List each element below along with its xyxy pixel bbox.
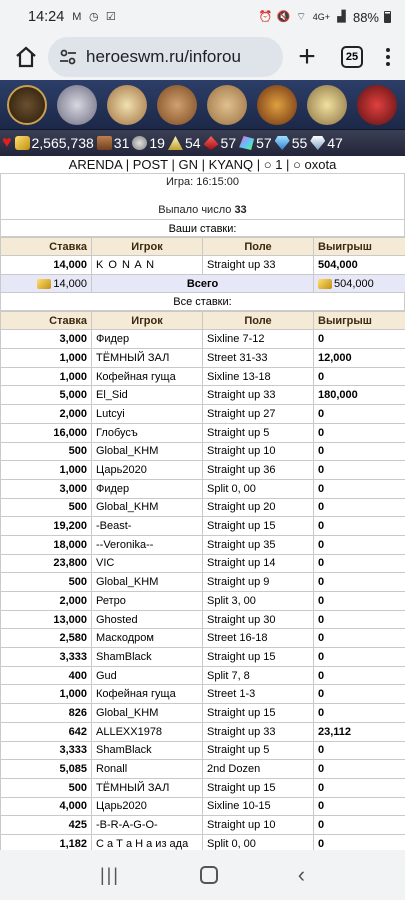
bet-stake: 500	[1, 778, 92, 797]
battle-icon[interactable]	[252, 81, 302, 129]
total-stake-cell: 14,000	[1, 274, 92, 293]
header-player: Игрок	[92, 312, 203, 330]
game-result: Выпало число 33	[158, 204, 247, 216]
bet-win: 23,112	[314, 722, 405, 741]
all-bets-body	[1, 330, 405, 853]
bet-player[interactable]: Lutcyi	[92, 405, 203, 424]
bet-win: 0	[314, 405, 405, 424]
bet-player[interactable]: Глобусъ	[92, 423, 203, 442]
bet-field: Straight up 33	[203, 256, 314, 275]
bet-stake: 19,200	[1, 517, 92, 536]
table-row	[1, 423, 405, 442]
table-row	[1, 573, 405, 592]
bet-stake: 13,000	[1, 610, 92, 629]
bet-stake: 2,580	[1, 629, 92, 648]
quick-links[interactable]: ARENDA | POST | GN | KYANQ | ○ 1 | ○ oxota	[0, 156, 405, 174]
bet-player[interactable]: -B-R-A-G-O-	[92, 816, 203, 835]
header-win: Выигрыш	[314, 238, 405, 256]
bet-field: Split 0, 00	[203, 834, 314, 853]
bet-win: 0	[314, 816, 405, 835]
resource-health	[2, 134, 12, 152]
bet-field: Straight up 15	[203, 778, 314, 797]
gold-icon	[15, 136, 30, 150]
resource-gems: 55	[275, 135, 308, 151]
header-stake: Ставка	[1, 312, 92, 330]
bet-win: 0	[314, 479, 405, 498]
bet-stake: 826	[1, 704, 92, 723]
bet-stake: 5,085	[1, 760, 92, 779]
bet-stake: 2,000	[1, 405, 92, 424]
system-nav-bar	[0, 850, 405, 900]
bet-win: 0	[314, 834, 405, 853]
my-bet-row	[1, 256, 405, 275]
bet-player[interactable]: ShamBlack	[92, 648, 203, 667]
header-player: Игрок	[92, 238, 203, 256]
header-field: Поле	[203, 312, 314, 330]
bet-field: Split 7, 8	[203, 666, 314, 685]
all-bets-header	[1, 312, 405, 330]
resource-sulfur: 57	[204, 135, 237, 151]
bet-player[interactable]: --Veronika--	[92, 535, 203, 554]
character-icon[interactable]	[52, 81, 102, 129]
bet-player[interactable]: VIC	[92, 554, 203, 573]
bet-field: 2nd Dozen	[203, 760, 314, 779]
tab-switcher-button[interactable]: 25	[341, 46, 363, 68]
bet-field: Straight up 14	[203, 554, 314, 573]
table-row	[1, 610, 405, 629]
timer-icon: ◷	[88, 11, 99, 23]
status-time: 14:24	[28, 9, 65, 25]
bet-player[interactable]: ShamBlack	[92, 741, 203, 760]
bet-player[interactable]: El_Sid	[92, 386, 203, 405]
new-tab-button[interactable]	[291, 41, 323, 73]
bet-field: Straight up 33	[203, 722, 314, 741]
table-row	[1, 367, 405, 386]
bet-field: Straight up 35	[203, 535, 314, 554]
signal-icon: ▟	[337, 11, 346, 23]
bet-field: Straight up 36	[203, 461, 314, 480]
bet-player[interactable]: Кофейная гуща	[92, 685, 203, 704]
bet-player[interactable]: Маскодром	[92, 629, 203, 648]
recent-apps-button[interactable]: |||	[99, 864, 120, 885]
bet-win: 0	[314, 367, 405, 386]
bet-stake: 4,000	[1, 797, 92, 816]
table-row	[1, 778, 405, 797]
bet-field: Sixline 13-18	[203, 367, 314, 386]
table-row	[1, 405, 405, 424]
home-nav-button[interactable]	[200, 866, 218, 884]
bet-field: Straight up 15	[203, 648, 314, 667]
all-bets-title: Все ставки:	[0, 293, 405, 311]
bet-field: Straight up 20	[203, 498, 314, 517]
table-row	[1, 479, 405, 498]
table-row	[1, 498, 405, 517]
bet-player[interactable]: ALLEXX1978	[92, 722, 203, 741]
bet-stake: 3,000	[1, 479, 92, 498]
table-row	[1, 760, 405, 779]
bet-field: Straight up 5	[203, 423, 314, 442]
bet-field: Sixline 7-12	[203, 330, 314, 349]
table-row	[1, 648, 405, 667]
bet-win: 0	[314, 423, 405, 442]
header-field: Поле	[203, 238, 314, 256]
bet-win: 12,000	[314, 349, 405, 368]
bet-win: 0	[314, 648, 405, 667]
address-bar[interactable]	[48, 37, 283, 77]
resource-ore: 19	[132, 135, 165, 151]
site-settings-icon[interactable]	[58, 47, 78, 67]
resource-wood: 31	[97, 135, 130, 151]
bet-win: 0	[314, 666, 405, 685]
total-win-cell: 504,000	[314, 274, 405, 293]
map-scroll-icon[interactable]	[102, 81, 152, 129]
table-row	[1, 461, 405, 480]
bet-win: 0	[314, 685, 405, 704]
bet-win: 0	[314, 535, 405, 554]
back-button[interactable]: ‹	[297, 862, 306, 887]
home-button[interactable]	[12, 43, 40, 71]
total-label: Всего	[92, 274, 314, 293]
bet-win: 0	[314, 592, 405, 611]
bet-win: 0	[314, 554, 405, 573]
bet-stake: 1,000	[1, 367, 92, 386]
game-time: Игра: 16:15:00	[165, 176, 240, 188]
tavern-icon[interactable]	[302, 81, 352, 129]
my-bets-table	[0, 237, 405, 293]
table-row	[1, 666, 405, 685]
bag-icon[interactable]	[202, 81, 252, 129]
bet-field: Straight up 33	[203, 386, 314, 405]
bet-player[interactable]: Кофейная гуща	[92, 367, 203, 386]
bet-stake: 1,000	[1, 349, 92, 368]
bet-player[interactable]: -Beast-	[92, 517, 203, 536]
bet-stake: 5,000	[1, 386, 92, 405]
castle-icon[interactable]	[152, 81, 202, 129]
bet-stake: 14,000	[1, 256, 92, 275]
bet-stake: 23,800	[1, 554, 92, 573]
bet-stake: 3,333	[1, 741, 92, 760]
plus-icon: +	[298, 40, 316, 73]
url-text: heroeswm.ru/inforou	[86, 47, 241, 66]
my-bets-total-row	[1, 274, 405, 293]
bet-player[interactable]: Царь2020	[92, 461, 203, 480]
bet-field: Street 1-3	[203, 685, 314, 704]
main-menu-icon[interactable]	[2, 81, 52, 129]
bet-player[interactable]: Global_KHM	[92, 573, 203, 592]
winning-number: 33	[234, 204, 247, 216]
bet-stake: 642	[1, 722, 92, 741]
table-row	[1, 741, 405, 760]
gold-icon	[318, 279, 332, 289]
bet-player[interactable]: K O N A N	[92, 256, 203, 275]
ore-icon	[132, 136, 147, 150]
table-row	[1, 554, 405, 573]
crystal-icon	[239, 136, 254, 150]
resource-diamond: 47	[310, 135, 343, 151]
bet-field: Straight up 15	[203, 704, 314, 723]
bet-field: Sixline 10-15	[203, 797, 314, 816]
gold-icon	[37, 279, 51, 289]
heart-icon: ♥	[2, 134, 12, 151]
my-bets-header	[1, 238, 405, 256]
bet-stake: 1,000	[1, 685, 92, 704]
bet-win: 0	[314, 610, 405, 629]
table-row	[1, 629, 405, 648]
bet-stake: 425	[1, 816, 92, 835]
bet-win: 0	[314, 498, 405, 517]
bet-win: 0	[314, 760, 405, 779]
bet-player[interactable]: Global_KHM	[92, 704, 203, 723]
bet-field: Straight up 9	[203, 573, 314, 592]
bet-player[interactable]: ТЁМНЫЙ ЗАЛ	[92, 778, 203, 797]
mercury-icon	[168, 136, 183, 150]
home-icon	[14, 45, 38, 69]
bet-stake: 18,000	[1, 535, 92, 554]
my-bets-title: Ваши ставки:	[0, 219, 405, 237]
sulfur-icon	[204, 136, 219, 150]
bet-field: Street 16-18	[203, 629, 314, 648]
resource-mercury: 54	[168, 135, 201, 151]
table-row	[1, 816, 405, 835]
check-icon: ☑	[105, 11, 116, 23]
battery-icon	[384, 11, 391, 23]
alarm-icon: ⏰	[258, 11, 273, 23]
resource-gold: 2,565,738	[15, 135, 94, 151]
table-row	[1, 722, 405, 741]
bet-win: 0	[314, 704, 405, 723]
header-stake: Ставка	[1, 238, 92, 256]
battery-percent: 88%	[352, 9, 379, 25]
browser-menu-button[interactable]	[381, 48, 395, 66]
all-bets-table	[0, 311, 405, 853]
bet-win: 180,000	[314, 386, 405, 405]
mute-icon: 🔇	[276, 11, 291, 23]
bet-win: 504,000	[314, 256, 405, 275]
bet-win: 0	[314, 629, 405, 648]
bet-win: 0	[314, 442, 405, 461]
table-row	[1, 349, 405, 368]
browser-toolbar	[0, 34, 405, 80]
bet-stake: 1,182	[1, 834, 92, 853]
bet-field: Split 0, 00	[203, 479, 314, 498]
bet-player[interactable]: Ronall	[92, 760, 203, 779]
resources-bar	[0, 130, 405, 156]
resource-crystal: 57	[239, 135, 272, 151]
bet-player[interactable]: Ретро	[92, 592, 203, 611]
gmail-icon: M	[72, 11, 82, 23]
table-row	[1, 685, 405, 704]
status-bar	[0, 0, 405, 34]
bet-stake: 400	[1, 666, 92, 685]
table-row	[1, 442, 405, 461]
bet-stake: 3,333	[1, 648, 92, 667]
wifi-icon: ⌔	[296, 11, 307, 23]
table-row	[1, 592, 405, 611]
table-row	[1, 535, 405, 554]
roulette-icon[interactable]	[352, 81, 402, 129]
bet-win: 0	[314, 797, 405, 816]
game-menu-banner	[0, 80, 405, 130]
bet-player[interactable]: Gud	[92, 666, 203, 685]
bet-win: 0	[314, 330, 405, 349]
bet-stake: 500	[1, 573, 92, 592]
bet-player[interactable]: С а Т а Н а из ада	[92, 834, 203, 853]
bet-win: 0	[314, 461, 405, 480]
bet-player[interactable]: Царь2020	[92, 797, 203, 816]
bet-stake: 3,000	[1, 330, 92, 349]
network-type: 4G+	[312, 12, 330, 22]
table-row	[1, 330, 405, 349]
bet-field: Street 31-33	[203, 349, 314, 368]
bet-field: Straight up 30	[203, 610, 314, 629]
table-row	[1, 797, 405, 816]
roulette-info	[0, 174, 405, 854]
bet-player[interactable]: Global_KHM	[92, 442, 203, 461]
table-row	[1, 517, 405, 536]
wood-icon	[97, 136, 112, 150]
bet-field: Straight up 15	[203, 517, 314, 536]
bet-player[interactable]: ТЁМНЫЙ ЗАЛ	[92, 349, 203, 368]
bet-field: Straight up 10	[203, 816, 314, 835]
bet-win: 0	[314, 741, 405, 760]
bet-win: 0	[314, 517, 405, 536]
bet-player[interactable]: Фидер	[92, 479, 203, 498]
bet-win: 0	[314, 573, 405, 592]
bet-player[interactable]: Ghosted	[92, 610, 203, 629]
bet-player[interactable]: Global_KHM	[92, 498, 203, 517]
bet-player[interactable]: Фидер	[92, 330, 203, 349]
bet-stake: 1,000	[1, 461, 92, 480]
bet-stake: 500	[1, 442, 92, 461]
bet-stake: 2,000	[1, 592, 92, 611]
bet-win: 0	[314, 778, 405, 797]
table-row	[1, 704, 405, 723]
bet-stake: 500	[1, 498, 92, 517]
header-win: Выигрыш	[314, 312, 405, 330]
bet-field: Split 3, 00	[203, 592, 314, 611]
gems-icon	[275, 136, 290, 150]
diamond-icon	[310, 136, 325, 150]
bet-field: Straight up 5	[203, 741, 314, 760]
bet-stake: 16,000	[1, 423, 92, 442]
table-row	[1, 386, 405, 405]
game-info	[0, 174, 405, 219]
bet-field: Straight up 10	[203, 442, 314, 461]
bet-field: Straight up 27	[203, 405, 314, 424]
